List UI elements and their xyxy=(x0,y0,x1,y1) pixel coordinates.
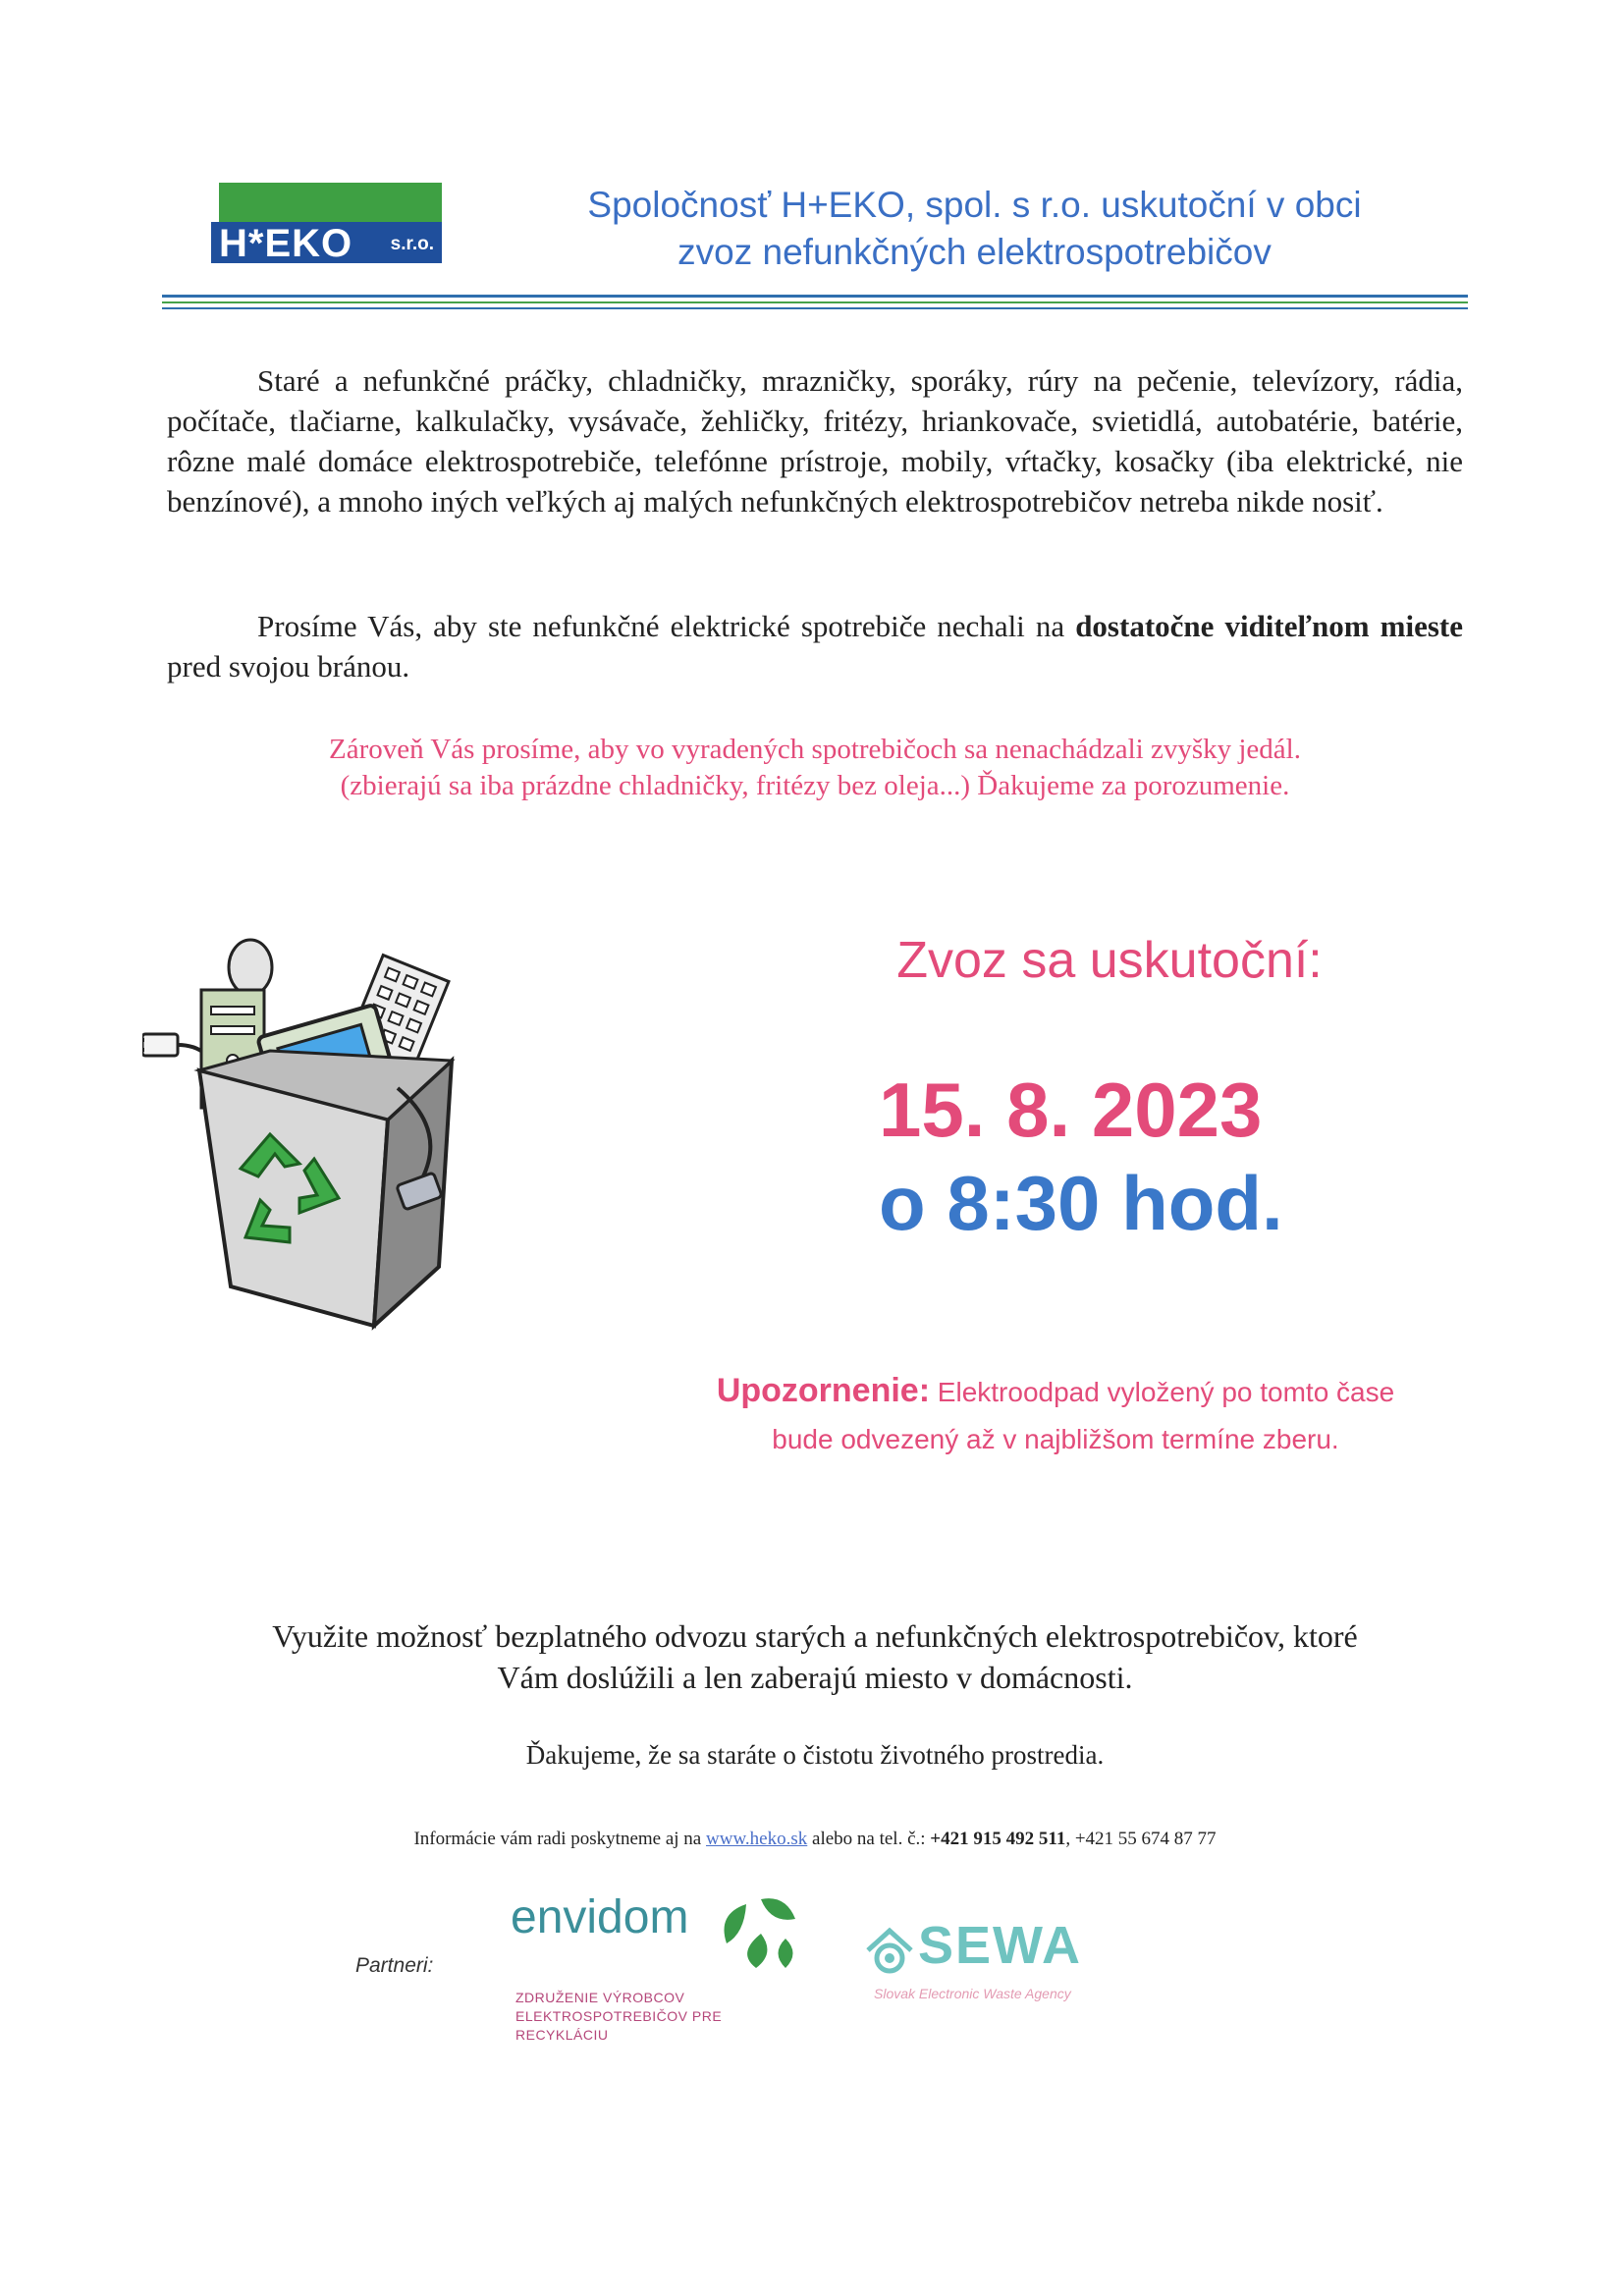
sewa-name: SEWA xyxy=(918,1916,1083,1975)
headline xyxy=(481,182,1468,276)
late-warning xyxy=(599,1367,1512,1463)
recycling-bin-illustration xyxy=(142,913,604,1375)
appliance-list-paragraph: Staré a nefunkčné práčky, chladničky, mrazničky, sporáky, rúry na pečenie, televízory, rádia, počítače, tlačiarne, kalkulačky, vysávače, žehličky, fritézy, hriankovače, svietidlá, autobatérie, batérie, rôzne malé domáce elektrospotrebiče, telefónne prístroje, mobily, vŕtačky, kosačky (iba elektrické, nie benzínové), a mnoho iných veľkých aj malých nefunkčných elektrospotrebičov netreba nikde nosiť. xyxy=(167,363,1463,519)
closing-line2: Vám doslúžili a len zaberajú miesto v domácnosti. xyxy=(497,1660,1133,1695)
envidom-subtitle xyxy=(515,1989,815,2045)
info-prefix: Informácie vám radi poskytneme aj na xyxy=(413,1829,706,1849)
contact-info xyxy=(167,1829,1463,1850)
header-divider-green xyxy=(162,301,1468,303)
envidom-logo xyxy=(511,1890,815,2043)
food-notice-line2: (zbierajú sa iba prázdne chladničky, fritézy bez oleja...) Ďakujeme za porozumenie. xyxy=(340,770,1290,801)
envidom-sub-line1: ZDRUŽENIE VÝROBCOV xyxy=(515,1990,685,2005)
warning-text-line1: Elektroodpad vyložený po tomto čase xyxy=(930,1377,1395,1407)
logo-text: H*EKO xyxy=(219,222,353,265)
phone-primary: +421 915 492 511 xyxy=(930,1829,1066,1849)
food-notice-line1: Zároveň Vás prosíme, aby vo vyradených spotrebičoch sa nenachádzali zvyšky jedál. xyxy=(329,734,1301,765)
leaf-icon xyxy=(717,1894,805,1973)
sewa-logo xyxy=(854,1915,1110,2013)
website-link[interactable]: www.heko.sk xyxy=(706,1829,808,1849)
collection-date: 15. 8. 2023 xyxy=(879,1066,1263,1153)
placement-text-start: Prosíme Vás, aby ste nefunkčné elektrické spotrebiče nechali na xyxy=(257,609,1076,643)
closing-paragraph xyxy=(167,1615,1463,1698)
late-warning-line1 xyxy=(599,1367,1512,1416)
phone-secondary: , +421 55 674 87 77 xyxy=(1065,1829,1217,1849)
warning-text-line2: bude odvezený až v najbližšom termíne zberu. xyxy=(772,1424,1339,1454)
placement-paragraph xyxy=(167,606,1463,686)
house-icon xyxy=(862,1923,917,1978)
warning-label: Upozornenie: xyxy=(716,1372,931,1409)
header-divider-bottom xyxy=(162,307,1468,309)
placement-emphasis: dostatočne viditeľnom mieste xyxy=(1075,609,1463,643)
envidom-name: envidom xyxy=(511,1891,689,1943)
collection-time: o 8:30 hod. xyxy=(879,1160,1283,1246)
logo-green-band xyxy=(219,183,442,222)
collection-label: Zvoz sa uskutoční: xyxy=(896,932,1323,989)
thanks-text: Ďakujeme, že sa staráte o čistotu životného prostredia. xyxy=(525,1740,1105,1770)
headline-line2: zvoz nefunkčných elektrospotrebičov xyxy=(677,232,1272,272)
food-notice xyxy=(167,732,1463,804)
partners-label: Partneri: xyxy=(355,1954,434,1977)
closing-line1: Využite možnosť bezplatného odvozu starých a nefunkčných elektrospotrebičov, ktoré xyxy=(272,1618,1358,1654)
logo-suffix: s.r.o. xyxy=(390,234,434,254)
sewa-subtitle: Slovak Electronic Waste Agency xyxy=(874,1986,1071,2001)
placement-text-end: pred svojou bránou. xyxy=(167,649,410,683)
heko-logo xyxy=(211,183,442,263)
headline-line1: Spoločnosť H+EKO, spol. s r.o. uskutoční v obci xyxy=(587,185,1362,225)
info-middle: alebo na tel. č.: xyxy=(807,1829,931,1849)
header-divider xyxy=(162,295,1468,298)
envidom-sub-line2: ELEKTROSPOTREBIČOV PRE RECYKLÁCIU xyxy=(515,2008,723,2043)
